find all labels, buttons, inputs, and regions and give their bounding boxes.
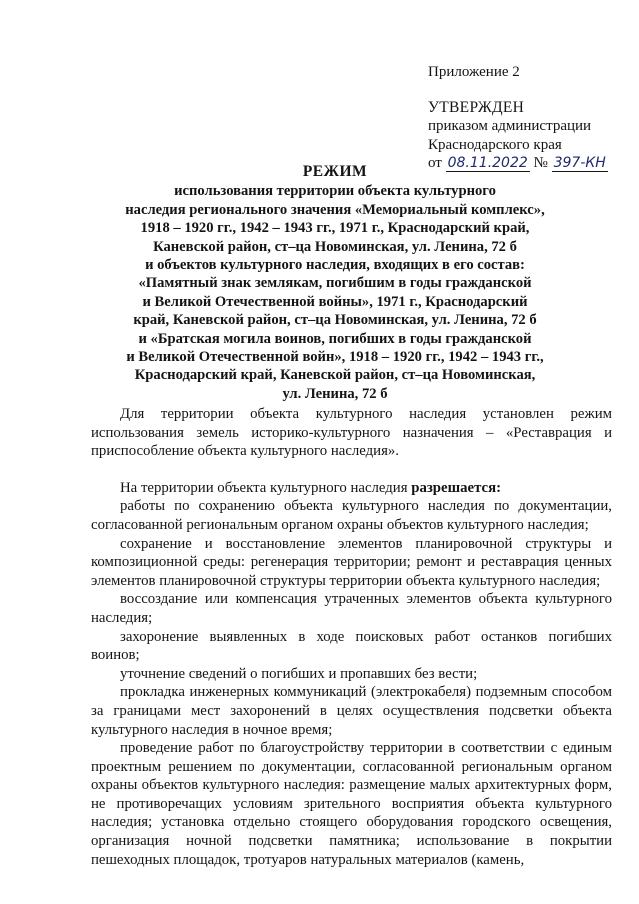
document-body bbox=[91, 405, 612, 869]
title-heading: РЕЖИМ bbox=[302, 163, 368, 180]
approval-authority-line-1: приказом администрации bbox=[428, 118, 592, 134]
approved-label: УТВЕРЖДЕН bbox=[428, 98, 525, 116]
title-line: ул. Ленина, 72 б bbox=[282, 385, 388, 402]
date-prefix: от bbox=[428, 155, 442, 171]
permitted-heading-paragraph bbox=[91, 479, 612, 498]
handwritten-number: 397-КН bbox=[553, 155, 606, 171]
permitted-prefix: На территории объекта культурного наследия bbox=[120, 479, 412, 496]
permitted-keyword: разрешается: bbox=[411, 479, 502, 496]
document-title bbox=[80, 163, 590, 403]
title-line: и Великой Отечественной войны», 1971 г., Краснодарский bbox=[142, 293, 528, 310]
permitted-item: захоронение выявленных в ходе поисковых работ останков погибших воинов; bbox=[91, 628, 612, 664]
permitted-item: прокладка инженерных коммуникаций (электрокабеля) подземным способом за границами мест захоронений в целях осуществления подсветки объекта культурного наследия в ночное время; bbox=[91, 684, 612, 738]
title-line: 1918 – 1920 гг., 1942 – 1943 гг., 1971 г., Краснодарский край, bbox=[140, 220, 530, 237]
title-line: наследия регионального значения «Мемориальный комплекс», bbox=[125, 201, 545, 218]
title-line: и объектов культурного наследия, входящих в его состав: bbox=[145, 257, 525, 274]
handwritten-date: 08.11.2022 bbox=[447, 155, 528, 171]
number-sign: № bbox=[533, 155, 548, 171]
title-line: и Великой Отечественной войн», 1918 – 1920 гг., 1942 – 1943 гг., bbox=[126, 349, 544, 366]
approval-stamp bbox=[428, 63, 608, 173]
title-line: «Памятный знак землякам, погибшим в годы гражданской bbox=[138, 275, 532, 292]
title-line: Краснодарский край, Каневской район, ст–ца Новоминская, bbox=[134, 367, 536, 384]
permitted-item: проведение работ по благоустройству территории в соответствии с единым проектным решением по документации, согласованной региональным органом охраны объектов культурного наследия: размещение малых архитектурных форм, не противоречащих условиям зрительного восприятия объекта культурного наследия; установка отдельно стоящего оборудования городского освещения, организация ночной подсветки памятника; использование в покрытии пешеходных площадок, тротуаров натуральных материалов (камень, bbox=[91, 740, 612, 868]
permitted-item: работы по сохранению объекта культурного наследия по документации, согласованной региональным органом охраны объектов культурного наследия; bbox=[91, 498, 612, 533]
appendix-label: Приложение 2 bbox=[428, 64, 520, 80]
title-line: Каневской район, ст–ца Новоминская, ул. Ленина, 72 б bbox=[153, 238, 517, 255]
permitted-item: сохранение и восстановление элементов планировочной структуры и композиционной среды: регенерация территории; ремонт и реставрация ценных элементов планировочной структуры территории объекта культурного наследия; bbox=[91, 535, 612, 589]
permitted-item: уточнение сведений о погибших и пропавших без вести; bbox=[120, 665, 478, 682]
title-line: использования территории объекта культурного bbox=[174, 183, 496, 200]
permitted-item: воссоздание или компенсация утраченных элементов объекта культурного наследия; bbox=[91, 591, 612, 626]
title-line: край, Каневской район, ст–ца Новоминская, ул. Ленина, 72 б bbox=[133, 312, 537, 329]
title-line: и «Братская могила воинов, погибших в годы гражданской bbox=[138, 330, 532, 347]
approval-authority-line-2: Краснодарского края bbox=[428, 136, 562, 153]
intro-paragraph: Для территории объекта культурного наследия установлен режим использования земель историко-культурного назначения – «Реставрация и приспособление объекта культурного наследия». bbox=[91, 406, 612, 460]
